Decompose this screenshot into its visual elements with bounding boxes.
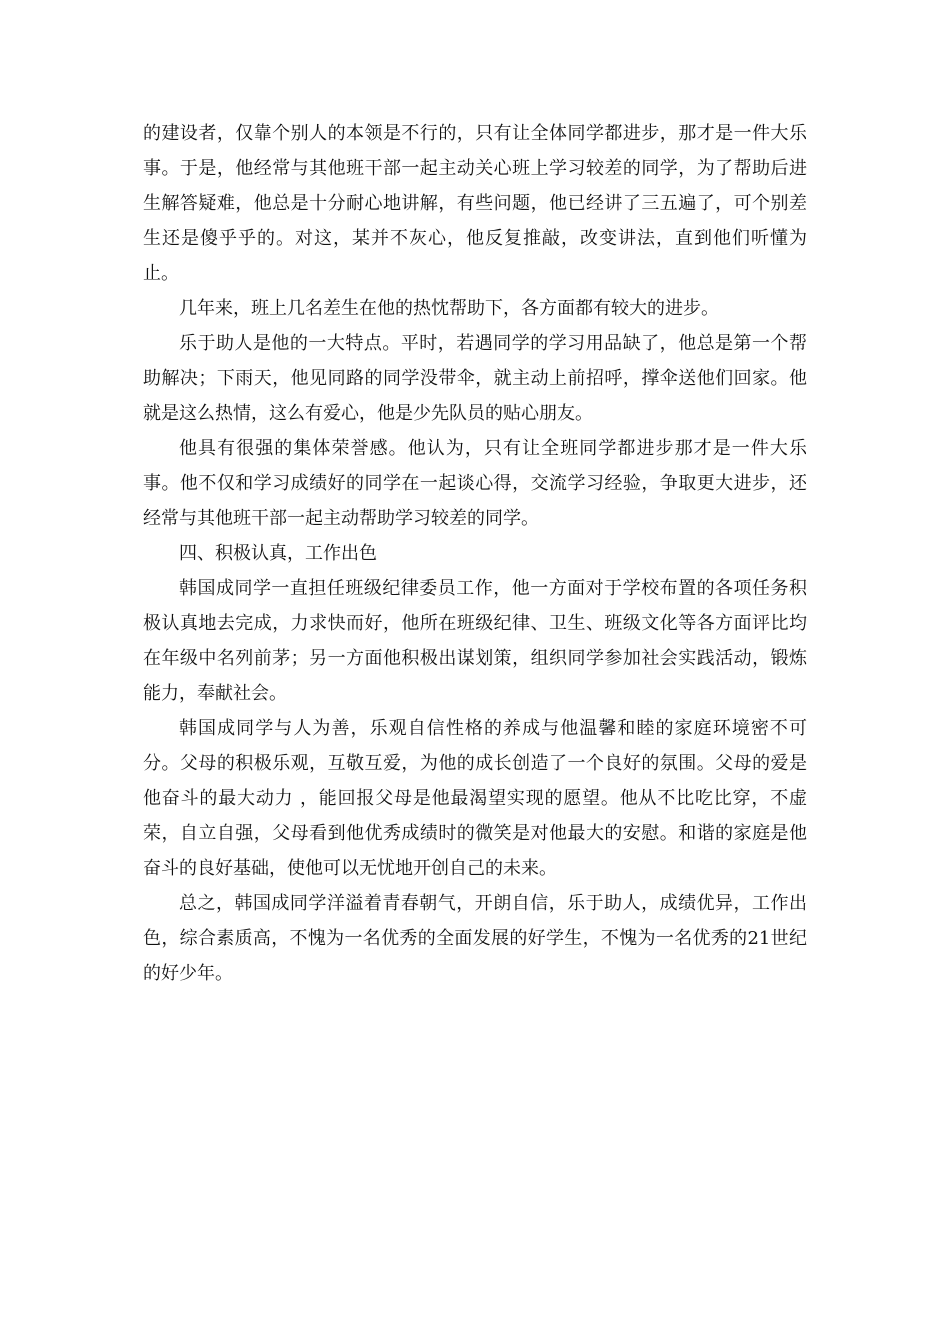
paragraph-conclusion: 总之，韩国成同学洋溢着青春朝气，开朗自信，乐于助人，成绩优异，工作出色，综合素质高，不愧为一名优秀的全面发展的好学生，不愧为一名优秀的21世纪的好少年。 [143,893,807,984]
paragraph-progress: 几年来，班上几名差生在他的热忱帮助下，各方面都有较大的进步。 [179,298,719,319]
document-body [143,116,807,991]
paragraph-helpful: 乐于助人是他的一大特点。平时，若遇同学的学习用品缺了，他总是第一个帮助解决；下雨天，他见同路的同学没带伞，就主动上前招呼，撑伞送他们回家。他就是这么热情，这么有爱心，他是少先队员的贴心朋友。 [143,333,807,424]
section-heading-work: 四、积极认真，工作出色 [179,543,377,564]
paragraph-continuation: 的建设者，仅靠个别人的本领是不行的，只有让全体同学都进步，那才是一件大乐事。于是，他经常与其他班干部一起主动关心班上学习较差的同学，为了帮助后进生解答疑难，他总是十分耐心地讲解，有些问题，他已经讲了三五遍了，可个别差生还是傻乎乎的。对这，某并不灰心，他反复推敲，改变讲法，直到他们听懂为止。 [143,123,807,284]
paragraph-family: 韩国成同学与人为善，乐观自信性格的养成与他温馨和睦的家庭环境密不可分。父母的积极乐观，互敬互爱，为他的成长创造了一个良好的氛围。父母的爱是他奋斗的最大动力 ，能回报父母是他最渴望实现的愿望。他从不比吃比穿，不虚荣，自立自强，父母看到他优秀成绩时的微笑是对他最大的安慰。和谐的家庭是他奋斗的良好基础，使他可以无忧地开创自己的未来。 [143,718,807,879]
paragraph-collective-honor: 他具有很强的集体荣誉感。他认为，只有让全班同学都进步那才是一件大乐事。他不仅和学习成绩好的同学在一起谈心得，交流学习经验，争取更大进步，还经常与其他班干部一起主动帮助学习较差的同学。 [143,438,807,529]
paragraph-discipline-committee: 韩国成同学一直担任班级纪律委员工作，他一方面对于学校布置的各项任务积极认真地去完成，力求快而好，他所在班级纪律、卫生、班级文化等各方面评比均在年级中名列前茅；另一方面他积极出谋划策，组织同学参加社会实践活动，锻炼能力，奉献社会。 [143,578,807,704]
